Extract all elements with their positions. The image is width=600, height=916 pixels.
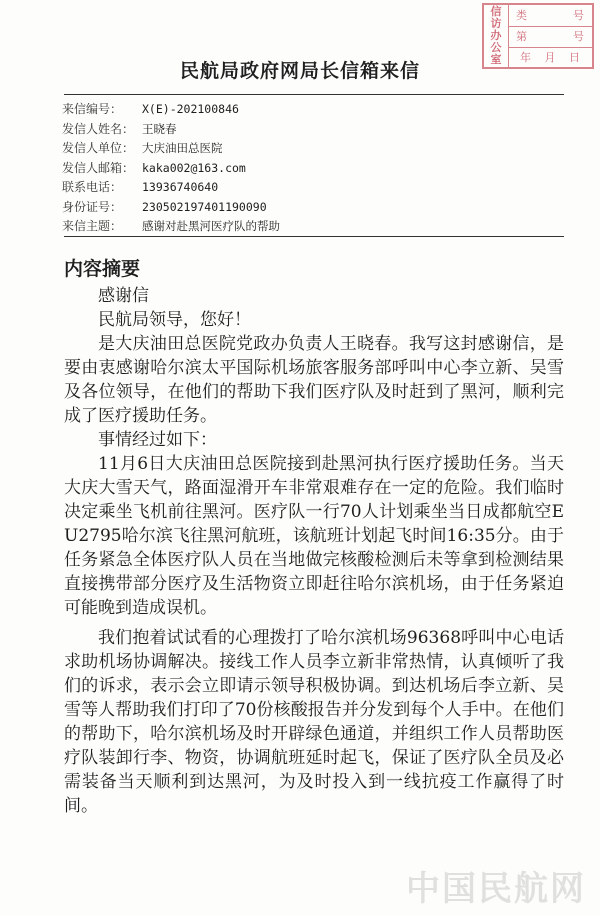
letter-paragraph: 我们抱着试试看的心理拨打了哈尔滨机场96368呼叫中心电话求助机场协调解决。接线工作人员李立新非常热情，认真倾听了我们的诉求，表示会立即请示领导积极协调。到达机场后李立新、吴雪等人帮助我们打印了70份核酸报告并分发到每个人手中。在他们的帮助下，哈尔滨机场及时开辟绿色通道，并组织工作人员帮助医疗队装卸行李、物资，协调航班延时起飞，保证了医疗队全员及必需装备当天顺利到达黑河，为及时投入到一线抗疫工作赢得了时间。 <box>64 628 564 816</box>
stamp-side-char: 办 <box>490 29 502 42</box>
stamp-cell: 类 <box>516 9 527 22</box>
field-value: kaka002@163.com <box>142 160 246 175</box>
field-value: 13936740640 <box>142 180 219 194</box>
letter-paragraph: 是大庆油田总医院党政办负责人王晓春。我写这封感谢信，是要由衷感谢哈尔滨太平国际机场旅客服务部呼叫中心李立新、吴雪及各位领导，在他们的帮助下我们医疗队及时赶到了黑河，顺利完成了医疗援助任务。 <box>64 334 564 426</box>
field-label: 来信编号： <box>62 102 123 116</box>
page-title: 民航局政府网局长信箱来信 <box>179 60 420 82</box>
field-label: 发信人邮箱： <box>62 160 135 175</box>
stamp-cell: 第 <box>516 30 527 43</box>
stamp-side-char: 访 <box>490 17 502 30</box>
fields-divider <box>64 236 564 237</box>
field-id-number <box>62 198 280 218</box>
field-label: 发信人单位： <box>62 141 135 155</box>
site-watermark: 中国民航网 <box>406 869 586 909</box>
field-value: 大庆油田总医院 <box>142 141 223 155</box>
field-sender-email <box>62 159 280 179</box>
stamp-cell: 号 <box>573 30 584 43</box>
stamp-cell: 月 <box>544 51 556 64</box>
letter-info-fields <box>62 100 280 237</box>
stamp-cell: 日 <box>569 51 580 64</box>
field-label: 发信人姓名： <box>62 121 135 136</box>
stamp-row <box>510 6 588 26</box>
field-label: 来信主题： <box>62 219 123 233</box>
stamp-side-char: 公 <box>490 41 502 54</box>
field-sender-name <box>62 120 280 140</box>
stamp-side-char: 室 <box>490 53 502 66</box>
field-label: 身份证号： <box>62 199 123 214</box>
stamp-row <box>510 27 588 47</box>
field-value: 王晓春 <box>142 121 177 136</box>
letter-paragraph: 11月6日大庆油田总医院接到赴黑河执行医疗援助任务。当天大庆大雪天气，路面湿滑开车非常艰难存在一定的危险。我们临时决定乘坐飞机前往黑河。医疗队一行70人计划乘坐当日成都航空EU2795哈尔滨飞往黑河航班，该航班计划起飞时间16:35分。由于任务紧急全体医疗队人员在当地做完核酸检测后未等拿到检测结果直接携带部分医疗及生活物资立即赶往哈尔滨机场，由于任务紧迫可能晚到造成误机。 <box>64 454 564 618</box>
stamp-side-char: 信 <box>490 5 502 18</box>
field-label: 联系电话： <box>62 180 123 194</box>
letter-paragraph: 事情经过如下： <box>98 430 217 450</box>
field-value: 230502197401190090 <box>142 199 267 214</box>
field-subject <box>62 217 280 237</box>
stamp-cell: 号 <box>573 9 584 22</box>
field-sender-unit <box>62 139 280 159</box>
field-value: 感谢对赴黑河医疗队的帮助 <box>142 219 280 233</box>
letter-salutation: 民航局领导，您好！ <box>98 310 251 330</box>
field-phone <box>62 178 280 198</box>
section-title: 内容摘要 <box>64 258 141 280</box>
field-value: X(E)-202100846 <box>142 102 239 116</box>
letter-body <box>64 284 564 818</box>
header-divider <box>64 94 564 95</box>
field-letter-number <box>62 100 280 120</box>
letter-heading: 感谢信 <box>98 286 149 306</box>
stamp-cell: 年 <box>520 51 531 64</box>
